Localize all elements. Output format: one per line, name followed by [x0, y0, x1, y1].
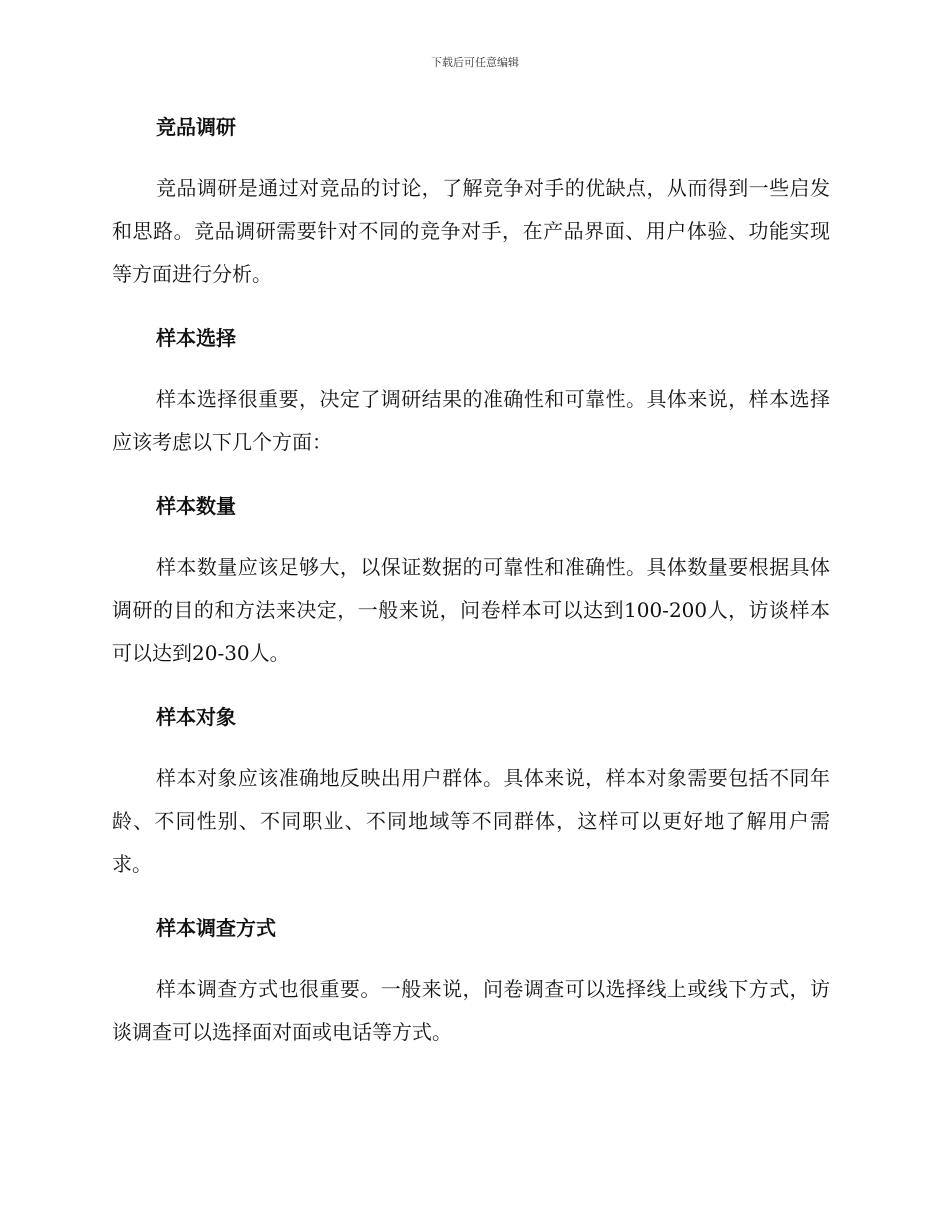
section-body-sample-target: 样本对象应该准确地反映出用户群体。具体来说，样本对象需要包括不同年龄、不同性别、不同职业、不同地域等不同群体，这样可以更好地了解用户需求。 — [112, 766, 830, 876]
document-body — [112, 112, 830, 1081]
section-body-survey-method: 样本调查方式也很重要。一般来说，问卷调查可以选择线上或线下方式，访谈调查可以选择面对面或电话等方式。 — [112, 977, 830, 1044]
section-heading-sample-target: 样本对象 — [156, 705, 236, 729]
section-heading-sample-selection: 样本选择 — [156, 326, 236, 350]
section-heading-survey-method: 样本调查方式 — [156, 916, 276, 940]
page-header: 下载后可任意编辑 — [431, 56, 519, 69]
section-heading-competitor-research: 竞品调研 — [156, 115, 236, 139]
section-body-sample-size: 样本数量应该足够大，以保证数据的可靠性和准确性。具体数量要根据具体调研的目的和方法来决定，一般来说，问卷样本可以达到100-200人，访谈样本可以达到20-30人。 — [112, 555, 830, 665]
section-body-sample-selection: 样本选择很重要，决定了调研结果的准确性和可靠性。具体来说，样本选择应该考虑以下几个方面： — [112, 387, 830, 454]
section-heading-sample-size: 样本数量 — [156, 494, 236, 518]
section-body-competitor-research: 竞品调研是通过对竞品的讨论，了解竞争对手的优缺点，从而得到一些启发和思路。竞品调研需要针对不同的竞争对手，在产品界面、用户体验、功能实现等方面进行分析。 — [112, 176, 830, 286]
